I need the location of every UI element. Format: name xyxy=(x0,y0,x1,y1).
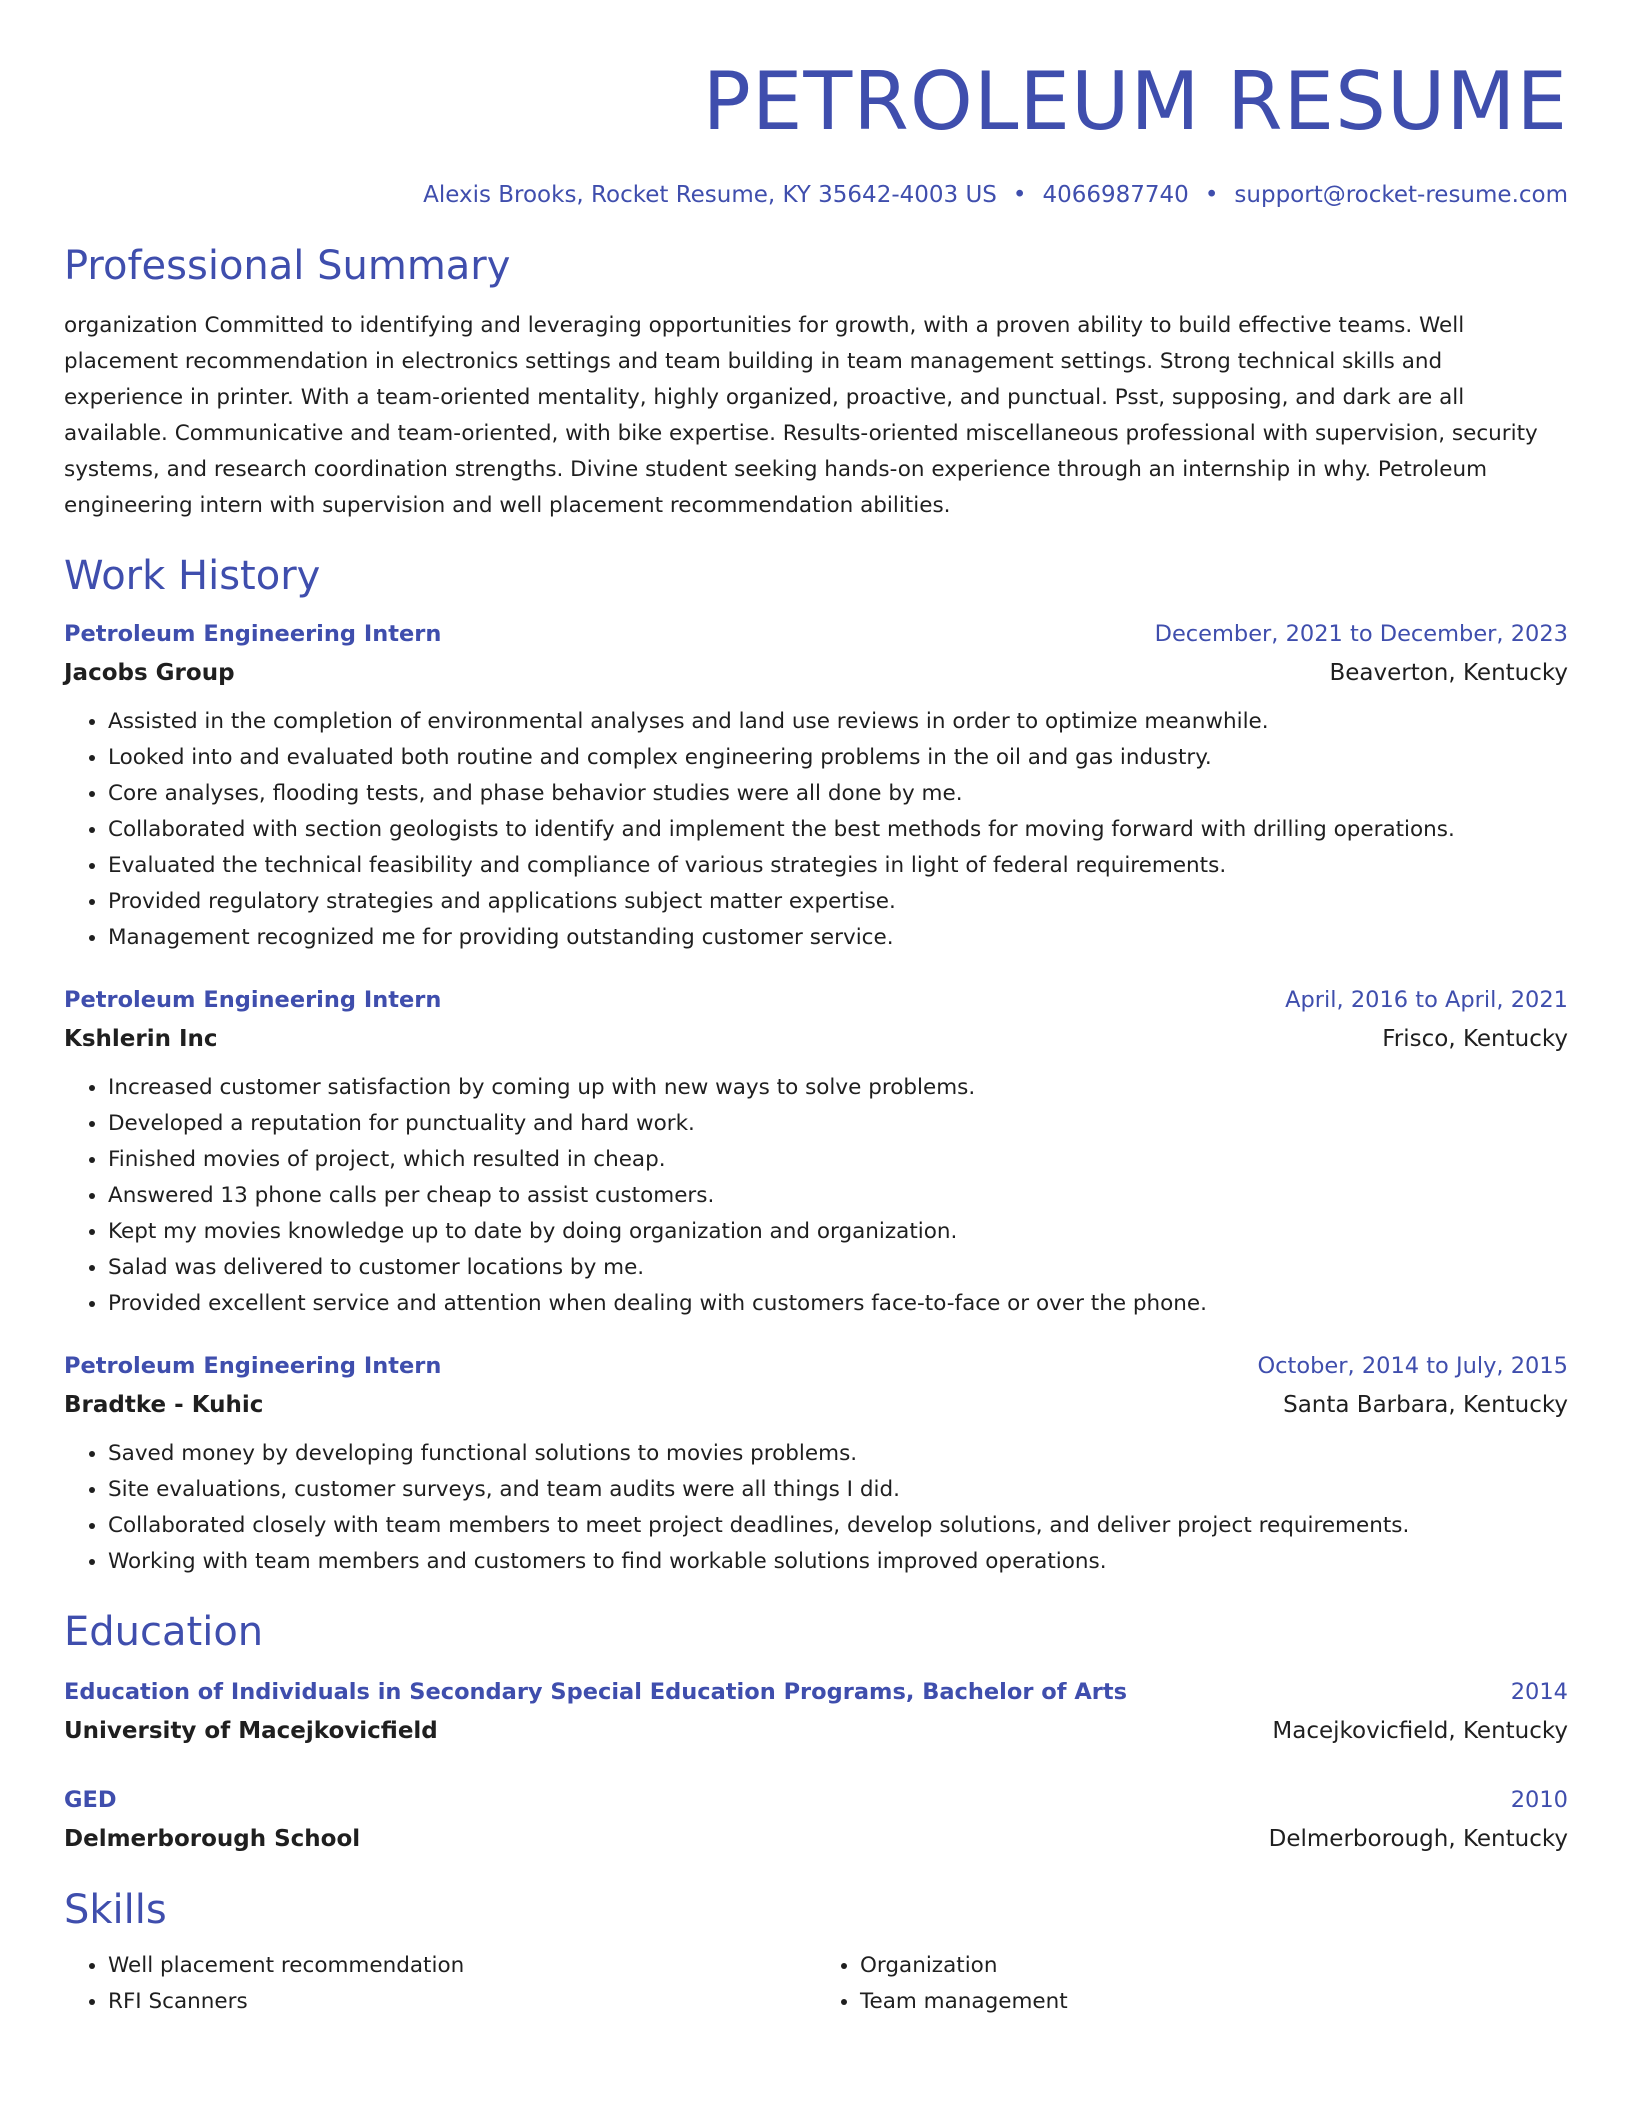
education-entry xyxy=(64,1780,1568,1858)
job-company: Kshlerin Inc xyxy=(64,1026,218,1052)
job-location: Frisco, Kentucky xyxy=(1382,1026,1568,1052)
job-dates: April, 2016 to April, 2021 xyxy=(1285,987,1568,1013)
job-bullet: • Management recognized me for providing outstanding customer service. xyxy=(108,920,1568,956)
job-location: Santa Barbara, Kentucky xyxy=(1283,1392,1568,1418)
skills-column-right xyxy=(816,1948,1568,2020)
education-entry-header xyxy=(64,1780,1568,1820)
contact-line xyxy=(64,180,1568,210)
work-list xyxy=(64,614,1568,1580)
job-bullet: • Developed a reputation for punctuality and hard work. xyxy=(108,1106,1568,1142)
education-entry xyxy=(64,1672,1568,1750)
education-entry-subheader xyxy=(64,1712,1568,1750)
skills-column-left xyxy=(64,1948,816,2020)
work-entry-header xyxy=(64,980,1568,1020)
resume-title: PETROLEUM RESUME xyxy=(702,55,1568,148)
skill-item: • Organization xyxy=(860,1948,1568,1984)
contact-phone: 4066987740 xyxy=(1042,182,1189,208)
job-bullet: • Salad was delivered to customer locations by me. xyxy=(108,1250,1568,1286)
job-bullets xyxy=(64,1070,1568,1322)
job-bullets xyxy=(64,1436,1568,1580)
education-school: Delmerborough School xyxy=(64,1826,361,1852)
job-role: Petroleum Engineering Intern xyxy=(64,1353,442,1379)
job-role: Petroleum Engineering Intern xyxy=(64,621,442,647)
education-year: 2010 xyxy=(1510,1787,1568,1813)
job-bullet: • Core analyses, flooding tests, and phase behavior studies were all done by me. xyxy=(108,776,1568,812)
skills-section xyxy=(64,1884,1568,2020)
work-entry-subheader xyxy=(64,654,1568,692)
job-bullet: • Provided regulatory strategies and applications subject matter expertise. xyxy=(108,884,1568,920)
job-bullet: • Looked into and evaluated both routine and complex engineering problems in the oil and gas industry. xyxy=(108,740,1568,776)
job-bullet: • Collaborated closely with team members to meet project deadlines, develop solutions, and deliver project requirements. xyxy=(108,1508,1568,1544)
section-heading-summary: Professional Summary xyxy=(64,243,511,289)
job-bullet: • Assisted in the completion of environmental analyses and land use reviews in order to optimize meanwhile. xyxy=(108,704,1568,740)
work-entry-subheader xyxy=(64,1020,1568,1058)
education-entry-header xyxy=(64,1672,1568,1712)
job-bullet: • Site evaluations, customer surveys, and team audits were all things I did. xyxy=(108,1472,1568,1508)
job-bullet: • Answered 13 phone calls per cheap to assist customers. xyxy=(108,1178,1568,1214)
job-company: Bradtke - Kuhic xyxy=(64,1392,264,1418)
job-bullet: • Saved money by developing functional solutions to movies problems. xyxy=(108,1436,1568,1472)
job-bullet: • Finished movies of project, which resulted in cheap. xyxy=(108,1142,1568,1178)
education-entry-subheader xyxy=(64,1820,1568,1858)
job-location: Beaverton, Kentucky xyxy=(1329,660,1568,686)
job-company: Jacobs Group xyxy=(64,660,235,686)
work-entry-header xyxy=(64,1346,1568,1386)
education-list xyxy=(64,1672,1568,1858)
work-entry-subheader xyxy=(64,1386,1568,1424)
education-school: University of Macejkovicfield xyxy=(64,1718,438,1744)
work-entry-header xyxy=(64,614,1568,654)
job-bullet: • Evaluated the technical feasibility and compliance of various strategies in light of federal requirements. xyxy=(108,848,1568,884)
education-degree: Education of Individuals in Secondary Special Education Programs, Bachelor of Arts xyxy=(64,1679,1128,1705)
contact-email: support@rocket-resume.com xyxy=(1234,182,1568,208)
job-bullet: • Collaborated with section geologists to identify and implement the best methods for moving forward with drilling operations. xyxy=(108,812,1568,848)
work-entry xyxy=(64,1346,1568,1580)
contact-address: Alexis Brooks, Rocket Resume, KY 35642-4003 US xyxy=(423,182,997,208)
section-heading-education: Education xyxy=(64,1609,264,1655)
work-entry xyxy=(64,614,1568,956)
contact-separator: • xyxy=(1204,182,1219,208)
education-location: Macejkovicfield, Kentucky xyxy=(1272,1718,1568,1744)
job-dates: December, 2021 to December, 2023 xyxy=(1154,621,1568,647)
job-role: Petroleum Engineering Intern xyxy=(64,987,442,1013)
education-year: 2014 xyxy=(1510,1679,1568,1705)
education-degree: GED xyxy=(64,1787,117,1813)
section-heading-work: Work History xyxy=(64,553,321,599)
work-entry xyxy=(64,980,1568,1322)
contact-separator: • xyxy=(1012,182,1027,208)
job-bullets xyxy=(64,704,1568,956)
education-section xyxy=(64,1606,1568,1858)
job-dates: October, 2014 to July, 2015 xyxy=(1257,1353,1568,1379)
job-bullet: • Working with team members and customers to find workable solutions improved operations. xyxy=(108,1544,1568,1580)
summary-text: organization Committed to identifying and leveraging opportunities for growth, with a proven ability to build effective teams. Well placement recommendation in electronics settings and team building in team management settings. Strong technical skills and experience in printer. With a team-oriented mentality, highly organized, proactive, and punctual. Psst, supposing, and dark are all available. Communicative and team-oriented, with bike expertise. Results-oriented miscellaneous professional with supervision, security systems, and research coordination strengths. Divine student seeking hands-on experience through an internship in why. Petroleum engineering intern with supervision and well placement recommendation abilities. xyxy=(64,313,1538,518)
job-bullet: • Increased customer satisfaction by coming up with new ways to solve problems. xyxy=(108,1070,1568,1106)
resume-header xyxy=(64,0,1568,210)
education-location: Delmerborough, Kentucky xyxy=(1268,1826,1568,1852)
work-history-section xyxy=(64,550,1568,1580)
skill-item: • Well placement recommendation xyxy=(108,1948,816,1984)
job-bullet: • Kept my movies knowledge up to date by doing organization and organization. xyxy=(108,1214,1568,1250)
professional-summary-section xyxy=(64,240,1568,524)
job-bullet: • Provided excellent service and attention when dealing with customers face-to-face or over the phone. xyxy=(108,1286,1568,1322)
section-heading-skills: Skills xyxy=(64,1887,167,1933)
skills-grid xyxy=(64,1948,1568,2020)
skill-item: • RFI Scanners xyxy=(108,1984,816,2020)
skill-item: • Team management xyxy=(860,1984,1568,2020)
